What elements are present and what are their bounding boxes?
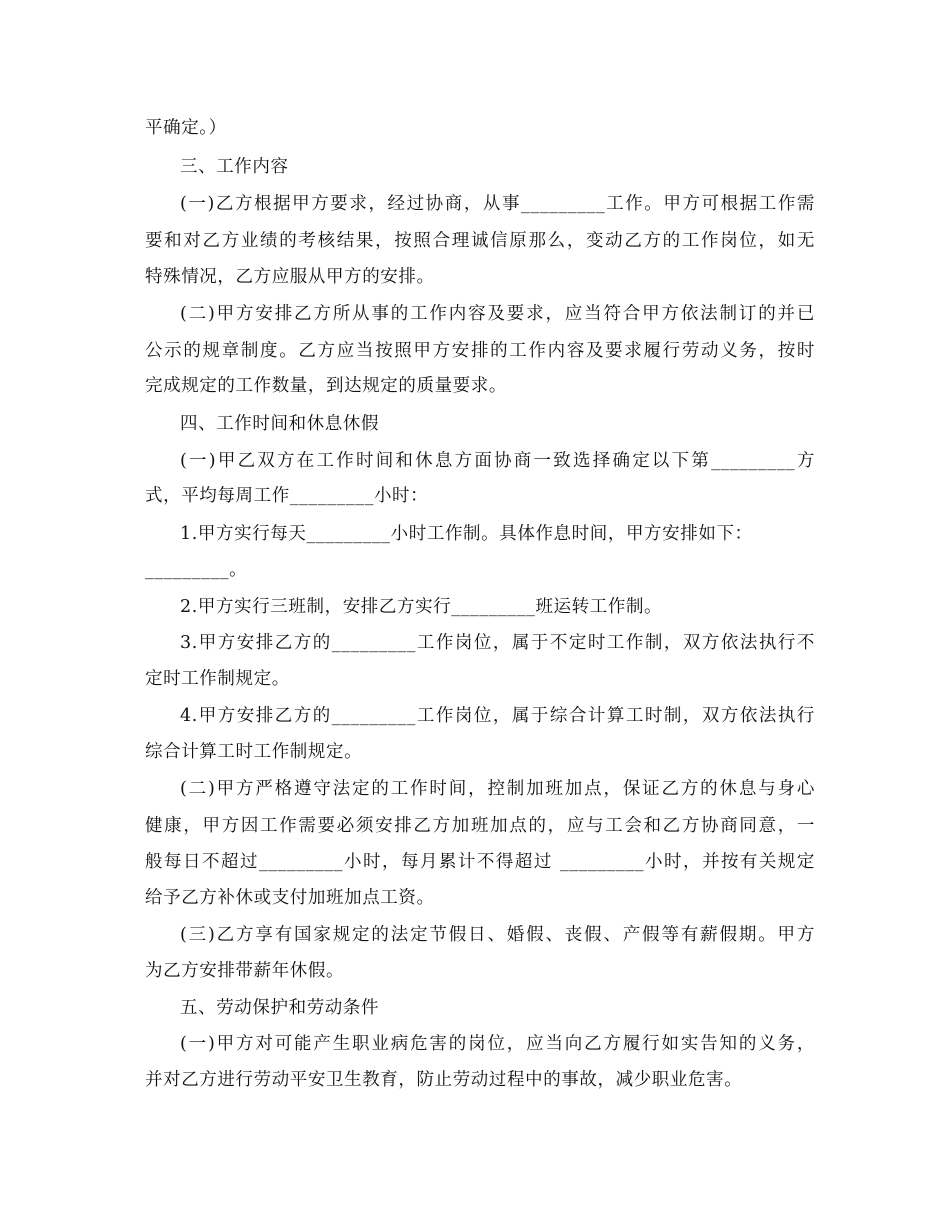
text-line: 公示的规章制度。乙方应当按照甲方安排的工作内容及要求履行劳动义务，按时 bbox=[145, 341, 815, 361]
text-line: 定时工作制规定。 bbox=[145, 669, 290, 689]
text-line: 3.甲方安排乙方的_________工作岗位，属于不定时工作制，双方依法执行不 bbox=[180, 633, 815, 653]
text-line: (一)甲方对可能产生职业病危害的岗位，应当向乙方履行如实告知的义务， bbox=[180, 1034, 815, 1054]
text-line: 式，平均每周工作_________小时： bbox=[145, 486, 429, 506]
text-line: 1.甲方实行每天_________小时工作制。具体作息时间，甲方安排如下： bbox=[180, 524, 753, 544]
text-line: (二)甲方严格遵守法定的工作时间，控制加班加点，保证乙方的休息与身心 bbox=[180, 779, 815, 799]
text-line: 并对乙方进行劳动平安卫生教育，防止劳动过程中的事故，减少职业危害。 bbox=[145, 1070, 743, 1090]
text-line: 给予乙方补休或支付加班加点工资。 bbox=[145, 888, 435, 908]
text-line: 平确定。） bbox=[145, 118, 227, 138]
text-line: 为乙方安排带薪年休假。 bbox=[145, 961, 345, 981]
text-line: 般每日不超过_________小时，每月累计不得超过 _________小时，并按有关规定 bbox=[145, 852, 815, 872]
section-heading: 五、劳动保护和劳动条件 bbox=[180, 998, 380, 1018]
text-line: (一)甲乙双方在工作时间和休息方面协商一致选择确定以下第_________方 bbox=[180, 451, 815, 471]
text-line: 健康，甲方因工作需要必须安排乙方加班加点的，应与工会和乙方协商同意，一 bbox=[145, 816, 815, 836]
text-line: 特殊情况，乙方应服从甲方的安排。 bbox=[145, 267, 435, 287]
text-line: _________。 bbox=[145, 560, 248, 580]
text-line: 综合计算工时工作制规定。 bbox=[145, 742, 363, 762]
section-heading: 三、工作内容 bbox=[180, 157, 289, 177]
text-line: 要和对乙方业绩的考核结果，按照合理诚信原那么，变动乙方的工作岗位，如无 bbox=[145, 231, 815, 251]
text-line: (三)乙方享有国家规定的法定节假日、婚假、丧假、产假等有薪假期。甲方 bbox=[180, 925, 815, 945]
text-line: 2.甲方实行三班制，安排乙方实行_________班运转工作制。 bbox=[180, 597, 663, 617]
text-line: (一)乙方根据甲方要求，经过协商，从事_________工作。甲方可根据工作需 bbox=[180, 194, 815, 214]
section-heading: 四、工作时间和休息休假 bbox=[180, 414, 380, 434]
text-line: 完成规定的工作数量，到达规定的质量要求。 bbox=[145, 376, 507, 396]
text-line: 4.甲方安排乙方的_________工作岗位，属于综合计算工时制，双方依法执行 bbox=[180, 706, 815, 726]
text-line: (二)甲方安排乙方所从事的工作内容及要求，应当符合甲方依法制订的并已 bbox=[180, 304, 815, 324]
